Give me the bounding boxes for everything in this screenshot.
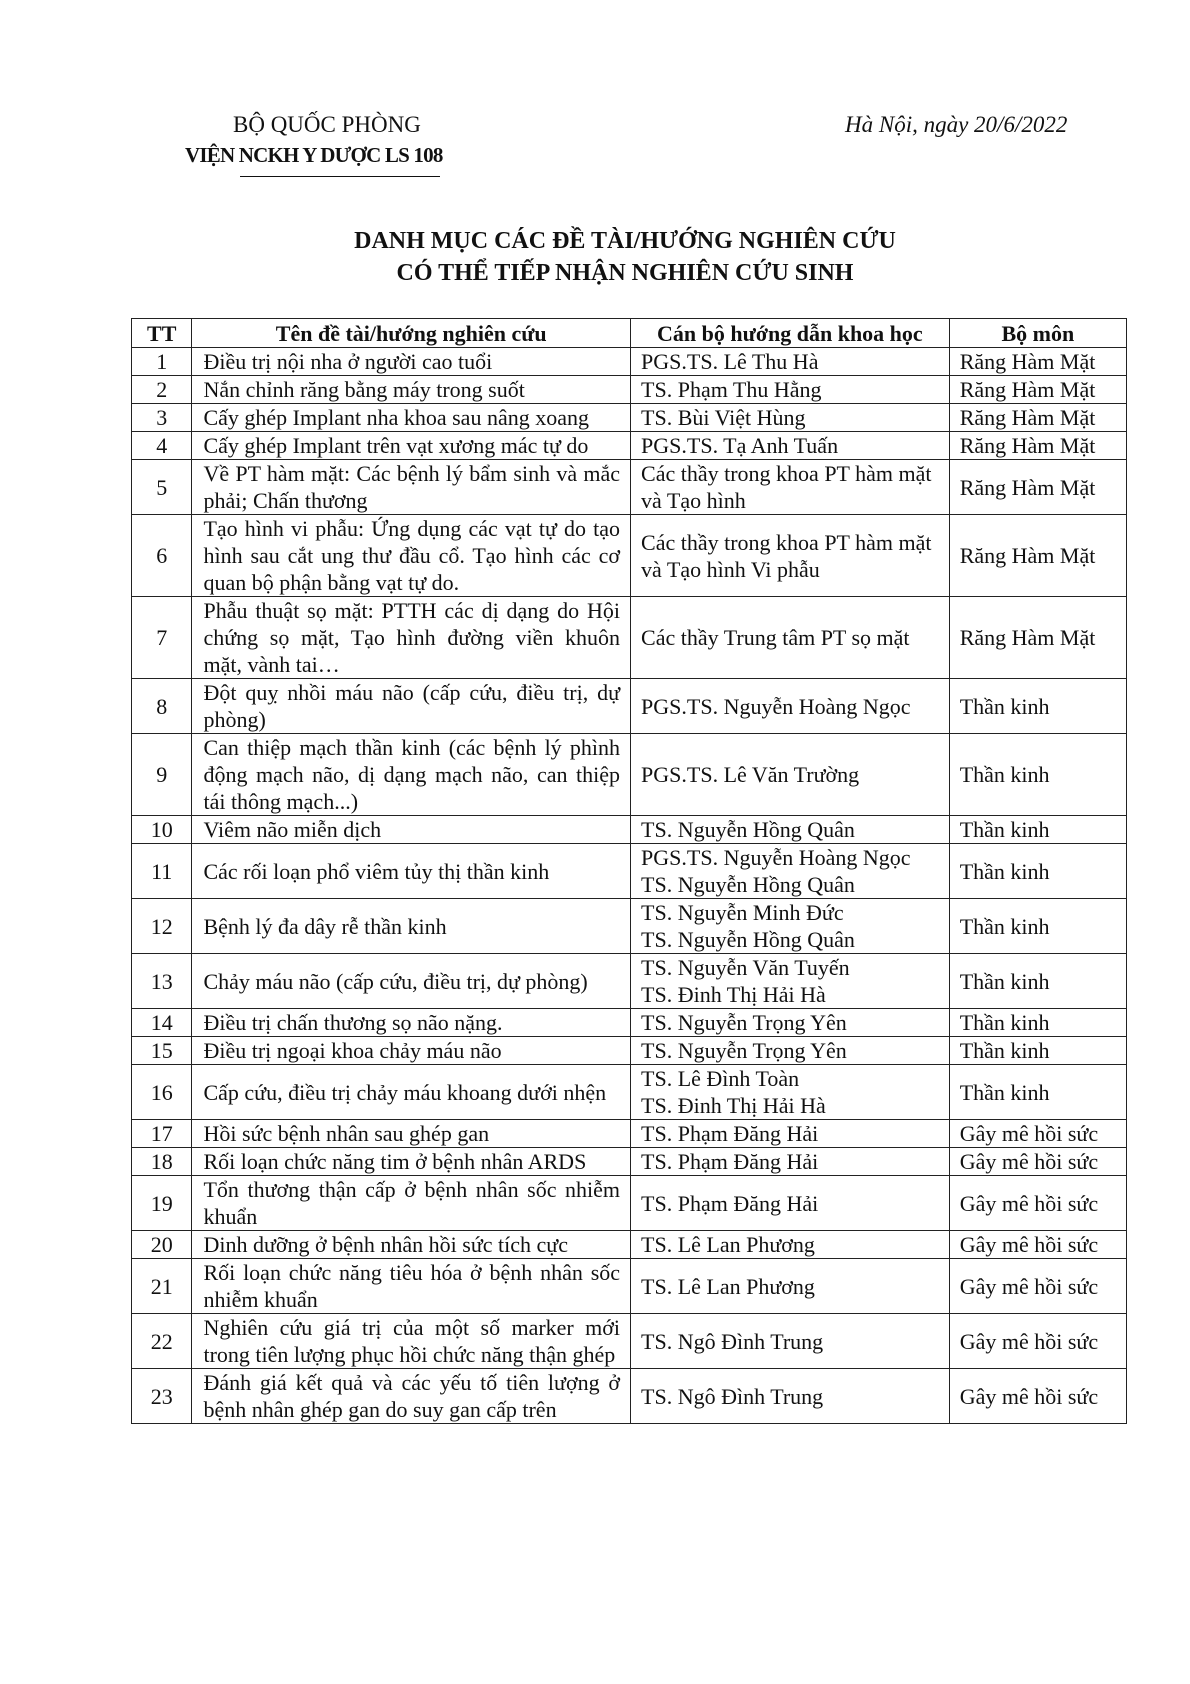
supervisor-name: PGS.TS. Tạ Anh Tuấn [641,433,839,458]
table-row [132,515,1127,597]
table-row [132,1176,1127,1231]
row-number: 8 [132,679,192,734]
row-number: 19 [132,1176,192,1231]
department: Thần kinh [949,844,1126,899]
research-topic: Điều trị ngoại khoa chảy máu não [192,1037,631,1065]
table-row [132,954,1127,1009]
department: Gây mê hồi sức [949,1231,1126,1259]
supervisor-name: PGS.TS. Lê Văn Trường [641,762,860,787]
table-row [132,679,1127,734]
supervisor-name: PGS.TS. Nguyễn Hoàng Ngọc [641,845,911,870]
department: Răng Hàm Mặt [949,515,1126,597]
row-number: 6 [132,515,192,597]
row-number: 10 [132,816,192,844]
table-row [132,348,1127,376]
supervisor-name: PGS.TS. Nguyễn Hoàng Ngọc [641,693,911,719]
header-tt: TT [132,319,192,348]
supervisor-name: TS. Ngô Đình Trung [641,1383,824,1409]
table-row [132,1259,1127,1314]
row-number: 1 [132,348,192,376]
department: Gây mê hồi sức [949,1176,1126,1231]
supervisor-name: TS. Đinh Thị Hải Hà [641,982,826,1007]
department: Răng Hàm Mặt [949,404,1126,432]
row-number: 17 [132,1120,192,1148]
row-number: 11 [132,844,192,899]
research-topic: Rối loạn chức năng tim ở bệnh nhân ARDS [192,1148,631,1176]
table-row [132,404,1127,432]
header-supervisor: Cán bộ hướng dẫn khoa học [631,319,950,348]
table-row [132,1314,1127,1369]
table-row [132,1148,1127,1176]
table-row [132,432,1127,460]
department: Răng Hàm Mặt [949,432,1126,460]
table-row [132,899,1127,954]
supervisor-name: TS. Lê Lan Phương [641,1232,815,1257]
supervisor-cell [631,734,950,816]
department: Răng Hàm Mặt [949,376,1126,404]
table-row [132,376,1127,404]
department: Thần kinh [949,1009,1126,1037]
row-number: 18 [132,1148,192,1176]
row-number: 15 [132,1037,192,1065]
department: Răng Hàm Mặt [949,460,1126,515]
department: Thần kinh [949,816,1126,844]
supervisor-cell [631,432,950,460]
supervisor-cell [631,515,950,597]
row-number: 13 [132,954,192,1009]
supervisor-cell [631,1120,950,1148]
department: Gây mê hồi sức [949,1259,1126,1314]
row-number: 23 [132,1369,192,1424]
research-topic: Hồi sức bệnh nhân sau ghép gan [192,1120,631,1148]
supervisor-cell [631,597,950,679]
department: Gây mê hồi sức [949,1120,1126,1148]
department: Gây mê hồi sức [949,1369,1126,1424]
supervisor-name: TS. Lê Đình Toàn [641,1066,800,1091]
supervisor-name: TS. Phạm Đăng Hải [641,1149,819,1174]
department: Gây mê hồi sức [949,1314,1126,1369]
research-topic: Cấy ghép Implant trên vạt xương mác tự do [192,432,631,460]
row-number: 5 [132,460,192,515]
row-number: 12 [132,899,192,954]
table-row [132,1369,1127,1424]
row-number: 7 [132,597,192,679]
department: Răng Hàm Mặt [949,597,1126,679]
department: Gây mê hồi sức [949,1148,1126,1176]
supervisor-cell [631,404,950,432]
supervisor-name: Các thầy trong khoa PT hàm mặt và Tạo hình [641,461,932,513]
ministry-name: BỘ QUỐC PHÒNG [233,112,421,137]
institute-underline [240,176,440,177]
supervisor-cell [631,1231,950,1259]
supervisor-name: Các thầy trong khoa PT hàm mặt và Tạo hình Vi phẫu [641,529,932,582]
supervisor-name: TS. Nguyễn Hồng Quân [641,927,855,952]
supervisor-name: TS. Lê Lan Phương [641,1273,815,1299]
research-topic: Bệnh lý đa dây rễ thần kinh [192,899,631,954]
row-number: 22 [132,1314,192,1369]
supervisor-name: TS. Phạm Thu Hằng [641,377,822,402]
research-topic: Tạo hình vi phẫu: Ứng dụng các vạt tự do tạo hình sau cắt ung thư đầu cổ. Tạo hình các cơ quan bộ phận bằng vạt tự do. [192,515,631,597]
table-row [132,597,1127,679]
supervisor-name: TS. Nguyễn Hồng Quân [641,817,855,842]
supervisor-name: TS. Nguyễn Hồng Quân [641,872,855,897]
table-row [132,460,1127,515]
supervisor-cell [631,348,950,376]
document-title-line-1: DANH MỤC CÁC ĐỀ TÀI/HƯỚNG NGHIÊN CỨU [354,228,896,254]
research-topic: Điều trị chấn thương sọ não nặng. [192,1009,631,1037]
table-row [132,1037,1127,1065]
header-department: Bộ môn [949,319,1126,348]
table-row [132,1231,1127,1259]
research-topic: Can thiệp mạch thần kinh (các bệnh lý phình động mạch não, dị dạng mạch não, can thiệp tái thông mạch...) [192,734,631,816]
research-topic: Điều trị nội nha ở người cao tuổi [192,348,631,376]
research-topic: Nghiên cứu giá trị của một số marker mới trong tiên lượng phục hồi chức năng thận ghép [192,1314,631,1369]
research-topics-table [131,318,1127,1424]
table-row [132,1009,1127,1037]
table-row [132,844,1127,899]
department: Thần kinh [949,1065,1126,1120]
research-topic: Các rối loạn phổ viêm tủy thị thần kinh [192,844,631,899]
supervisor-name: TS. Phạm Đăng Hải [641,1190,819,1216]
supervisor-cell [631,816,950,844]
supervisor-cell [631,844,950,899]
supervisor-name: TS. Nguyễn Văn Tuyến [641,955,850,980]
supervisor-name: TS. Nguyễn Trọng Yên [641,1038,847,1063]
research-topic: Đánh giá kết quả và các yếu tố tiên lượng ở bệnh nhân ghép gan do suy gan cấp trên [192,1369,631,1424]
table-row [132,1065,1127,1120]
row-number: 14 [132,1009,192,1037]
supervisor-cell [631,460,950,515]
department: Thần kinh [949,899,1126,954]
row-number: 9 [132,734,192,816]
supervisor-cell [631,1065,950,1120]
supervisor-cell [631,899,950,954]
supervisor-name: TS. Phạm Đăng Hải [641,1121,819,1146]
institute-name: VIỆN NCKH Y DƯỢC LS 108 [185,143,443,167]
supervisor-name: Các thầy Trung tâm PT sọ mặt [641,625,910,650]
research-topic: Cấp cứu, điều trị chảy máu khoang dưới nhện [192,1065,631,1120]
row-number: 16 [132,1065,192,1120]
research-topic: Nắn chỉnh răng bằng máy trong suốt [192,376,631,404]
supervisor-name: TS. Đinh Thị Hải Hà [641,1093,826,1118]
table-row [132,1120,1127,1148]
supervisor-cell [631,954,950,1009]
research-topic: Tổn thương thận cấp ở bệnh nhân sốc nhiễm khuẩn [192,1176,631,1231]
research-topic: Rối loạn chức năng tiêu hóa ở bệnh nhân sốc nhiễm khuẩn [192,1259,631,1314]
department: Thần kinh [949,1037,1126,1065]
research-topic: Về PT hàm mặt: Các bệnh lý bẩm sinh và mắc phải; Chấn thương [192,460,631,515]
supervisor-cell [631,1314,950,1369]
document-title-line-2: CÓ THỂ TIẾP NHẬN NGHIÊN CỨU SINH [396,260,854,286]
supervisor-cell [631,1176,950,1231]
supervisor-cell [631,1259,950,1314]
supervisor-name: TS. Ngô Đình Trung [641,1328,824,1354]
date-line: Hà Nội, ngày 20/6/2022 [845,112,1068,137]
research-topic: Viêm não miễn dịch [192,816,631,844]
supervisor-name: PGS.TS. Lê Thu Hà [641,349,819,374]
supervisor-name: TS. Nguyễn Minh Đức [641,900,844,925]
department: Thần kinh [949,734,1126,816]
research-topic: Đột quỵ nhồi máu não (cấp cứu, điều trị, dự phòng) [192,679,631,734]
table-header-row [132,319,1127,348]
research-topic: Dinh dưỡng ở bệnh nhân hồi sức tích cực [192,1231,631,1259]
supervisor-cell [631,1037,950,1065]
research-topic: Cấy ghép Implant nha khoa sau nâng xoang [192,404,631,432]
header-topic: Tên đề tài/hướng nghiên cứu [192,319,631,348]
supervisor-name: TS. Bùi Việt Hùng [641,405,806,430]
row-number: 21 [132,1259,192,1314]
row-number: 20 [132,1231,192,1259]
supervisor-cell [631,1369,950,1424]
research-topic: Phẫu thuật sọ mặt: PTTH các dị dạng do Hội chứng sọ mặt, Tạo hình đường viền khuôn mặt, vành tai… [192,597,631,679]
row-number: 3 [132,404,192,432]
table-row [132,816,1127,844]
department: Thần kinh [949,679,1126,734]
row-number: 2 [132,376,192,404]
supervisor-name: TS. Nguyễn Trọng Yên [641,1010,847,1035]
research-topic: Chảy máu não (cấp cứu, điều trị, dự phòng) [192,954,631,1009]
row-number: 4 [132,432,192,460]
supervisor-cell [631,376,950,404]
table-row [132,734,1127,816]
department: Răng Hàm Mặt [949,348,1126,376]
supervisor-cell [631,1148,950,1176]
department: Thần kinh [949,954,1126,1009]
supervisor-cell [631,1009,950,1037]
supervisor-cell [631,679,950,734]
